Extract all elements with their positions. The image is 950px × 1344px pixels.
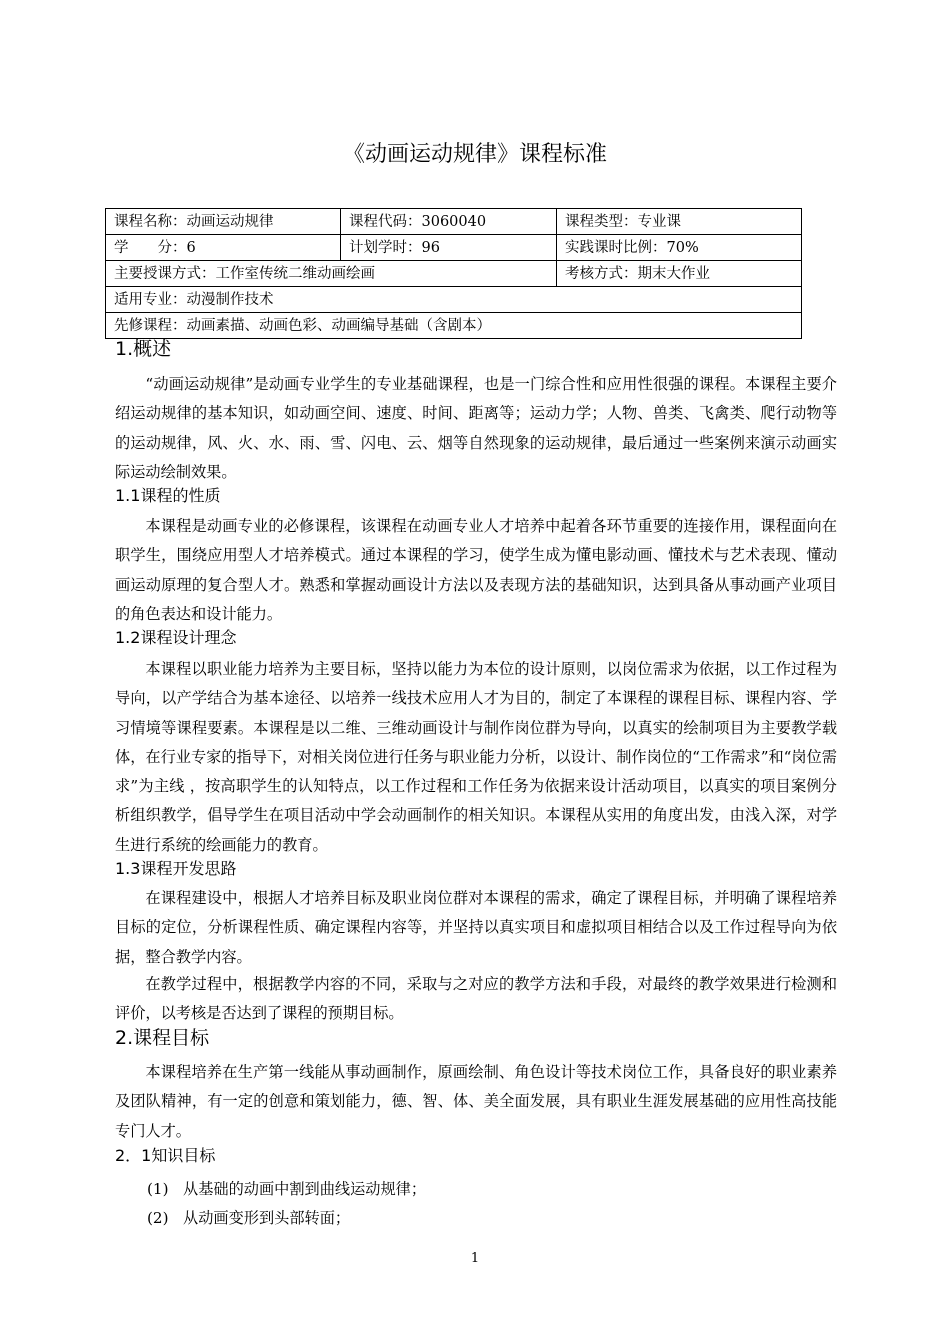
planned-hours-cell: 计划学时：96	[341, 235, 557, 261]
course-info-table	[105, 208, 802, 339]
list-item-text: 从动画变形到头部转面；	[183, 1209, 351, 1227]
section-heading-nature: 1.1课程的性质	[115, 486, 221, 505]
page-title: 《动画运动规律》课程标准	[342, 142, 607, 167]
section-heading-design-concept: 1.2课程设计理念	[115, 628, 237, 647]
paragraph-nature: 本课程是动画专业的必修课程，该课程在动画专业人才培养中起着各环节重要的连接作用，课程面向在职学生，围绕应用型人才培养模式。通过本课程的学习，使学生成为懂电影动画、懂技术与艺术表现、懂动画运动原理的复合型人才。熟悉和掌握动画设计方法以及表现方法的基础知识，达到具备从事动画产业项目的角色表达和设计能力。	[115, 517, 837, 623]
paragraph-overview: “动画运动规律”是动画专业学生的专业基础课程，也是一门综合性和应用性很强的课程。本课程主要介绍运动规律的基本知识，如动画空间、速度、时间、距离等；运动力学；人物、兽类、飞禽类、爬行动物等的运动规律，风、火、水、雨、雪、闪电、云、烟等自然现象的运动规律，最后通过一些案例来演示动画实际运动绘制效果。	[115, 375, 837, 481]
list-item-number: (2)	[147, 1209, 169, 1227]
applicable-major-cell: 适用专业：动漫制作技术	[106, 287, 802, 313]
section-heading-goals: 2.课程目标	[115, 1027, 210, 1049]
list-item-text: 从基础的动画中割到曲线运动规律；	[183, 1180, 426, 1198]
assessment-cell: 考核方式：期末大作业	[557, 261, 802, 287]
list-item	[147, 1207, 350, 1229]
paragraph-development-1: 在课程建设中，根据人才培养目标及职业岗位群对本课程的需求，确定了课程目标，并明确了课程培养目标的定位，分析课程性质、确定课程内容等，并坚持以真实项目和虚拟项目相结合以及工作过程导向为依据，整合教学内容。	[115, 889, 837, 966]
course-code-cell: 课程代码：3060040	[341, 209, 557, 235]
list-item	[147, 1178, 426, 1200]
teaching-method-cell: 主要授课方式：工作室传统二维动画绘画	[106, 261, 557, 287]
table-row	[106, 235, 802, 261]
paragraph-development-2: 在教学过程中，根据教学内容的不同，采取与之对应的教学方法和手段，对最终的教学效果进行检测和评价，以考核是否达到了课程的预期目标。	[115, 975, 837, 1023]
page-number: 1	[470, 1251, 480, 1266]
table-row	[106, 313, 802, 339]
course-name-cell: 课程名称：动画运动规律	[106, 209, 341, 235]
list-item-number: (1)	[147, 1180, 169, 1198]
course-type-cell: 课程类型：专业课	[557, 209, 802, 235]
table-row	[106, 261, 802, 287]
table-row	[106, 287, 802, 313]
credit-cell: 学 分：6	[106, 235, 341, 261]
paragraph-design-concept: 本课程以职业能力培养为主要目标，坚持以能力为本位的设计原则，以岗位需求为依据，以工作过程为导向，以产学结合为基本途径、以培养一线技术应用人才为目的，制定了本课程的课程目标、课程内容、学习情境等课程要素。本课程是以二维、三维动画设计与制作岗位群为导向，以真实的绘制项目为主要教学载体，在行业专家的指导下，对相关岗位进行任务与职业能力分析，以设计、制作岗位的“工作需求”和“岗位需求”为主线 ，按高职学生的认知特点，以工作过程和工作任务为依据来设计活动项目，以真实的项目案例分析组织教学，倡导学生在项目活动中学会动画制作的相关知识。本课程从实用的角度出发，由浅入深，对学生进行系统的绘画能力的教育。	[115, 660, 837, 854]
table-row	[106, 209, 802, 235]
section-heading-development: 1.3课程开发思路	[115, 859, 237, 878]
section-heading-knowledge-goals: 2．1知识目标	[115, 1146, 216, 1165]
prerequisite-cell: 先修课程：动画素描、动画色彩、动画编导基础（含剧本）	[106, 313, 802, 339]
section-heading-overview: 1.概述	[115, 338, 172, 360]
paragraph-goals: 本课程培养在生产第一线能从事动画制作，原画绘制、角色设计等技术岗位工作，具备良好的职业素养及团队精神，有一定的创意和策划能力，德、智、体、美全面发展，具有职业生涯发展基础的应用性高技能专门人才。	[115, 1063, 837, 1140]
practice-ratio-cell: 实践课时比例：70%	[557, 235, 802, 261]
